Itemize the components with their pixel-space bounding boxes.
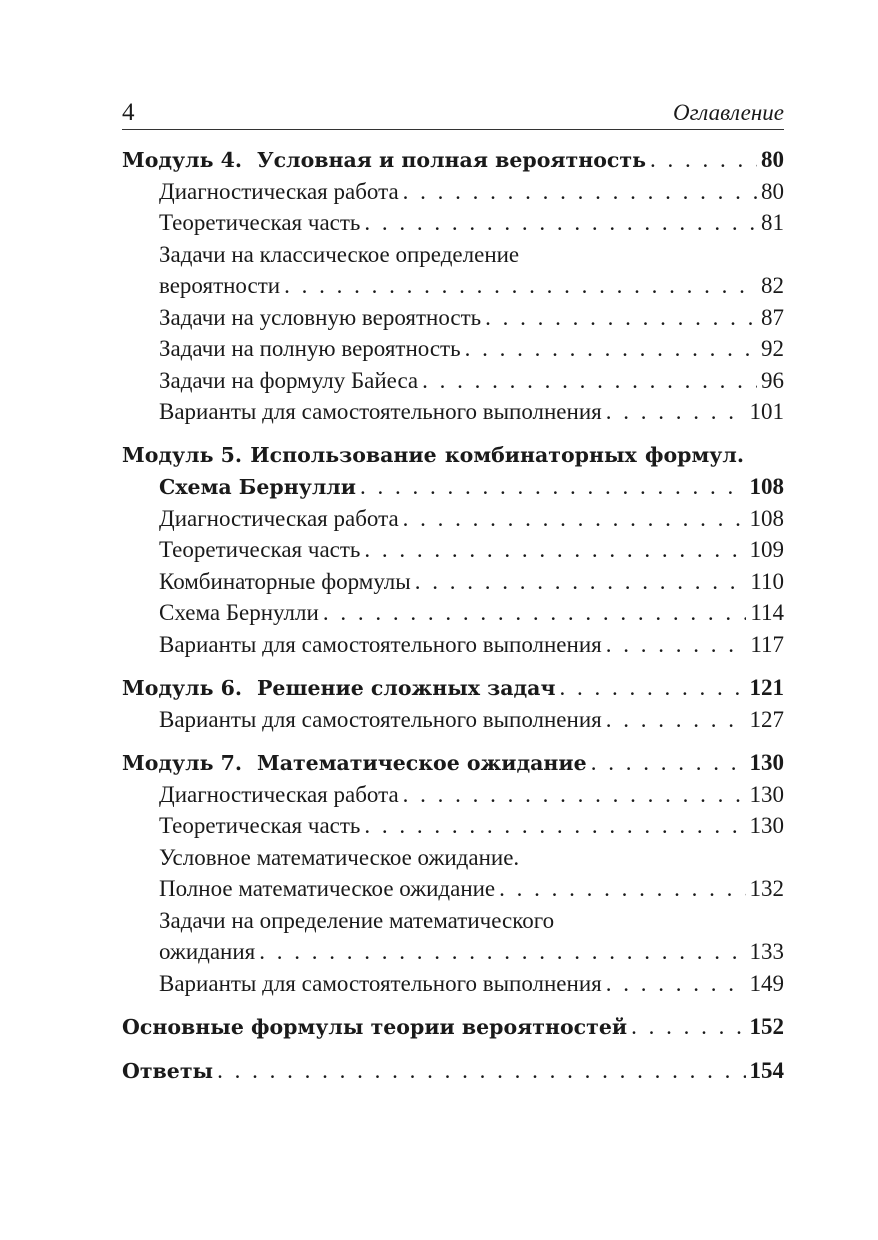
page-ref: 92: [761, 336, 784, 361]
dot-leader: [284, 270, 757, 302]
toc-entry-line1[interactable]: [122, 239, 784, 271]
page-ref: 154: [749, 1057, 784, 1083]
entry-title: Теоретическая часть: [159, 210, 361, 235]
entry-title: Диагностическая работа: [159, 178, 399, 204]
entry-title: ожидания: [159, 939, 256, 964]
entry-title: Варианты для самостоятельного выполнения: [159, 970, 602, 996]
page-ref: 80: [761, 147, 784, 172]
entry-title: Условное математическое ожидание.: [159, 844, 520, 870]
page-ref: 109: [749, 537, 784, 562]
entry-title: Варианты для самостоятельного выполнения: [159, 399, 602, 424]
page-ref: 117: [750, 631, 784, 657]
module-number: Модуль 6.: [122, 676, 243, 700]
page-ref: 108: [749, 505, 784, 531]
page-ref: 108: [749, 474, 784, 499]
page-ref: 130: [749, 781, 784, 807]
module-number: Модуль 7.: [122, 751, 243, 775]
dot-leader: [650, 144, 757, 176]
toc-entry[interactable]: [122, 704, 784, 736]
page-ref: 132: [749, 876, 784, 901]
dot-leader: [403, 176, 757, 208]
dot-leader: [323, 597, 747, 629]
entry-title: Теоретическая часть: [159, 537, 361, 562]
module-title-word: формул.: [644, 442, 744, 467]
toc-entry[interactable]: [122, 810, 784, 842]
toc-module-5-line1[interactable]: [122, 440, 784, 472]
page-ref: 80: [761, 178, 784, 204]
module-number: Модуль 4.: [122, 148, 243, 172]
toc-entry-line1[interactable]: [122, 842, 784, 874]
toc-entry[interactable]: [122, 503, 784, 535]
module-number: Модуль 5.: [122, 442, 243, 467]
page-ref: 130: [749, 750, 784, 775]
module-title: Решение сложных задач: [257, 676, 556, 700]
toc-entry[interactable]: [122, 597, 784, 629]
toc-entry[interactable]: [122, 176, 784, 208]
toc-formulas[interactable]: [122, 1011, 784, 1043]
toc-entry[interactable]: [122, 333, 784, 365]
entry-title: Диагностическая работа: [159, 781, 399, 807]
toc-entry-line2[interactable]: [122, 936, 784, 968]
entry-title: Задачи на полную вероятность: [159, 336, 461, 361]
page-ref: 152: [749, 1014, 784, 1039]
table-of-contents: [122, 144, 784, 1086]
page-ref: 149: [749, 970, 784, 996]
entry-title: Задачи на определение математического: [159, 907, 555, 933]
page-ref: 127: [749, 706, 784, 732]
toc-entry-line2[interactable]: [122, 873, 784, 905]
entry-title: Задачи на условную вероятность: [159, 304, 482, 330]
dot-leader: [499, 873, 745, 905]
page-ref: 87: [761, 304, 784, 330]
dot-leader: [606, 396, 746, 428]
page-ref: 82: [761, 273, 784, 298]
entry-title: Варианты для самостоятельного выполнения: [159, 706, 602, 732]
page-header: [122, 99, 784, 130]
toc-entry-line2[interactable]: [122, 270, 784, 302]
toc-entry[interactable]: [122, 968, 784, 1000]
module-title: Математическое ожидание: [257, 751, 587, 775]
dot-leader: [259, 936, 745, 968]
dot-leader: [606, 968, 746, 1000]
module-title-word: Использование: [250, 442, 437, 467]
entry-title: Комбинаторные формулы: [159, 568, 411, 594]
entry-title: Диагностическая работа: [159, 505, 399, 531]
section-title: Ответы: [122, 1058, 214, 1083]
page-ref: 121: [749, 675, 784, 700]
toc-entry[interactable]: [122, 629, 784, 661]
toc-answers[interactable]: [122, 1055, 784, 1087]
page-ref: 110: [750, 568, 784, 594]
toc-module-7[interactable]: [122, 747, 784, 779]
dot-leader: [591, 747, 746, 779]
dot-leader: [485, 302, 757, 334]
dot-leader: [465, 333, 757, 365]
page-ref: 130: [749, 813, 784, 838]
section-title: Основные формулы теории вероятностей: [122, 1015, 628, 1039]
toc-entry[interactable]: [122, 779, 784, 811]
page-ref: 114: [750, 600, 784, 625]
toc-entry[interactable]: [122, 365, 784, 397]
toc-module-6[interactable]: [122, 672, 784, 704]
entry-title: Задачи на классическое определение: [159, 241, 520, 267]
dot-leader: [606, 704, 746, 736]
entry-title: Задачи на формулу Байеса: [159, 367, 419, 393]
page-ref: 133: [749, 939, 784, 964]
dot-leader: [364, 810, 745, 842]
dot-leader: [217, 1055, 745, 1087]
toc-entry-line1[interactable]: [122, 905, 784, 937]
dot-leader: [364, 207, 757, 239]
toc-entry[interactable]: [122, 302, 784, 334]
entry-title: Полное математическое ожидание: [159, 876, 496, 901]
toc-module-5-line2[interactable]: [122, 471, 784, 503]
page-ref: 101: [749, 399, 784, 424]
page-number: 4: [122, 99, 135, 126]
module-title-word: комбинаторных: [444, 442, 637, 467]
module-title: Схема Бернулли: [159, 475, 356, 499]
dot-leader: [415, 566, 747, 598]
dot-leader: [403, 503, 746, 535]
running-title: Оглавление: [672, 100, 784, 125]
toc-entry[interactable]: [122, 396, 784, 428]
entry-title: Варианты для самостоятельного выполнения: [159, 631, 602, 657]
toc-module-4[interactable]: [122, 144, 784, 176]
dot-leader: [360, 471, 746, 503]
page-ref: 81: [761, 210, 784, 235]
dot-leader: [364, 534, 745, 566]
module-title: Условная и полная вероятность: [257, 148, 647, 172]
entry-title: Схема Бернулли: [159, 600, 319, 625]
dot-leader: [403, 779, 746, 811]
toc-entry[interactable]: [122, 534, 784, 566]
entry-title: вероятности: [159, 273, 281, 298]
dot-leader: [422, 365, 757, 397]
page-ref: 96: [761, 367, 784, 393]
dot-leader: [559, 672, 745, 704]
entry-title: Теоретическая часть: [159, 813, 361, 838]
toc-entry[interactable]: [122, 566, 784, 598]
dot-leader: [606, 629, 747, 661]
dot-leader: [631, 1011, 745, 1043]
toc-entry[interactable]: [122, 207, 784, 239]
